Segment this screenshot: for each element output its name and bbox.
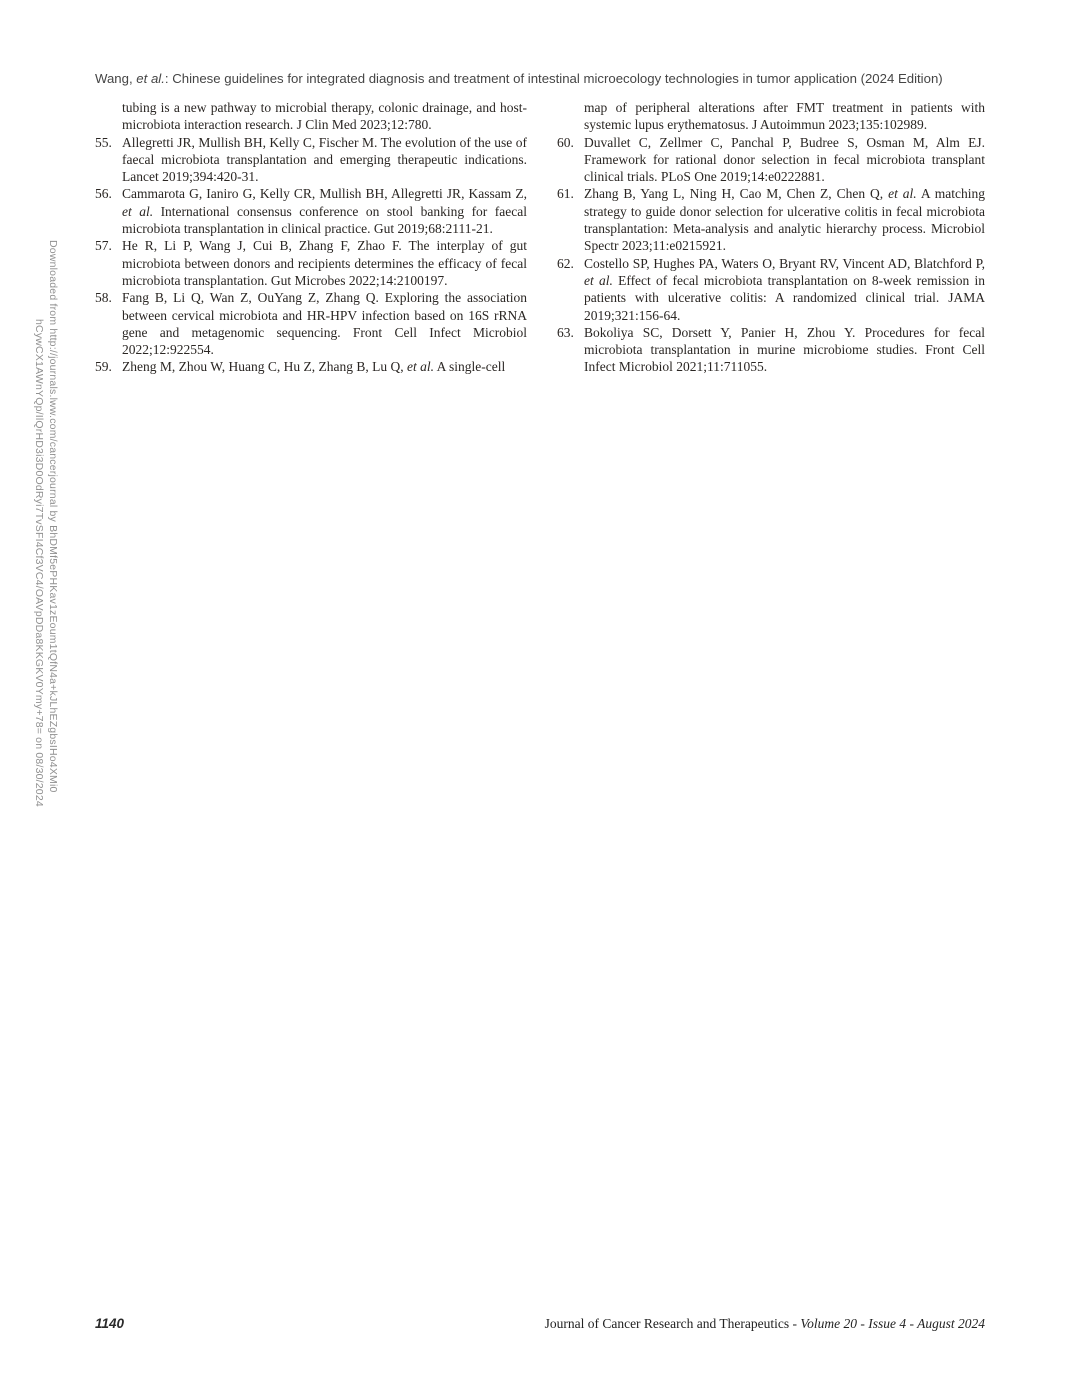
running-head-author: Wang, xyxy=(95,71,137,86)
watermark-line-2: hCywCX1AWnYQp/IlQrHD3i3D0OdRyi7TvSFI4Cf3VC4/OAVpDDa8KKGKV0Ymy+78= on 08/30/2024 xyxy=(33,318,45,807)
reference-number: 57. xyxy=(95,238,112,254)
reference-item xyxy=(95,99,527,134)
reference-text: Duvallet C, Zellmer C, Panchal P, Budree S, Osman M, Alm EJ. Framework for rational donor selection in fecal microbiota transplant clinical trials. PLoS One 2019;14:e0222881. xyxy=(584,134,985,185)
reference-text: Allegretti JR, Mullish BH, Kelly C, Fischer M. The evolution of the use of faecal microbiota transplantation and emerging therapeutic indications. Lancet 2019;394:420-31. xyxy=(122,134,527,185)
reference-number: 63. xyxy=(557,324,574,340)
page-footer xyxy=(95,1316,985,1332)
watermark-line-1: Downloaded from http://journals.lww.com/cancerjournal by BhDMf5ePHKav1zEoum1tQfN4a+kJLhEZgbsIHo4XMi0 xyxy=(47,240,59,793)
reference-number: 62. xyxy=(557,255,574,271)
download-watermark xyxy=(26,240,60,885)
reference-list-left xyxy=(95,99,527,376)
reference-item xyxy=(95,289,527,358)
reference-item xyxy=(95,237,527,289)
reference-text: tubing is a new pathway to microbial therapy, colonic drainage, and host-microbiota interaction research. J Clin Med 2023;12:780. xyxy=(122,100,527,133)
reference-number: 59. xyxy=(95,359,112,375)
reference-text: Fang B, Li Q, Wan Z, OuYang Z, Zhang Q. Exploring the association between cervical microbiota and HR-HPV infection based on 16S rRNA gene and metagenomic sequencing. Front Cell Infect Microbiol 2022;12:922554. xyxy=(122,290,527,358)
reference-text: Cammarota G, Ianiro G, Kelly CR, Mullish BH, Allegretti JR, Kassam Z, et al. International consensus conference on stool banking for faecal microbiota transplantation in clinical practice. Gut 2019;68:2111-21. xyxy=(122,186,527,237)
reference-list-right xyxy=(557,99,985,376)
reference-item xyxy=(95,134,527,186)
reference-item xyxy=(557,255,985,324)
running-head-etal: et al. xyxy=(136,71,165,86)
reference-number: 56. xyxy=(95,186,112,202)
reference-text: Zheng M, Zhou W, Huang C, Hu Z, Zhang B, Lu Q, et al. A single-cell xyxy=(122,359,506,375)
reference-item xyxy=(557,185,985,254)
reference-text: map of peripheral alterations after FMT treatment in patients with systemic lupus erythematosus. J Autoimmun 2023;135:102989. xyxy=(584,100,985,133)
reference-item xyxy=(557,324,985,376)
running-head xyxy=(95,71,985,86)
reference-number: 55. xyxy=(95,134,112,150)
reference-item xyxy=(557,99,985,134)
reference-text: Zhang B, Yang L, Ning H, Cao M, Chen Z, Chen Q, et al. A matching strategy to guide donor selection for ulcerative colitis in fecal microbiota transplantation: Meta-analysis and analytic hierarchy process. Microbiol Spectr 2023;11:e0215921. xyxy=(584,186,986,254)
footer-separator: - xyxy=(789,1316,801,1331)
reference-item xyxy=(557,134,985,186)
reference-text: Bokoliya SC, Dorsett Y, Panier H, Zhou Y. Procedures for fecal microbiota transplantation in murine microbiome studies. Front Cell Infect Microbiol 2021;11:711055. xyxy=(584,324,985,375)
footer-journal-name: Journal of Cancer Research and Therapeutics xyxy=(544,1316,790,1331)
reference-number: 60. xyxy=(557,134,574,150)
reference-text: He R, Li P, Wang J, Cui B, Zhang F, Zhao F. The interplay of gut microbiota between donors and recipients determines the efficacy of fecal microbiota transplantation. Gut Microbes 2022;14:2100197. xyxy=(122,238,527,288)
reference-number xyxy=(95,99,122,134)
footer-journal-line xyxy=(545,1316,985,1332)
reference-number: 61. xyxy=(557,186,574,202)
page-number: 1140 xyxy=(95,1316,125,1331)
reference-item xyxy=(95,185,527,237)
running-head-title: : Chinese guidelines for integrated diagnosis and treatment of intestinal microecology technologies in tumor application (2024 Edition) xyxy=(164,71,943,86)
reference-number xyxy=(557,99,584,134)
reference-text: Costello SP, Hughes PA, Waters O, Bryant RV, Vincent AD, Blatchford P, et al. Effect of fecal microbiota transplantation on 8-week remission in patients with ulcerative colitis: A randomized clinical trial. JAMA 2019;321:156-64. xyxy=(584,255,985,323)
reference-number: 58. xyxy=(95,290,112,306)
reference-item xyxy=(95,358,527,375)
footer-issue-info: Volume 20 - Issue 4 - August 2024 xyxy=(800,1316,985,1331)
references-section xyxy=(95,99,985,376)
